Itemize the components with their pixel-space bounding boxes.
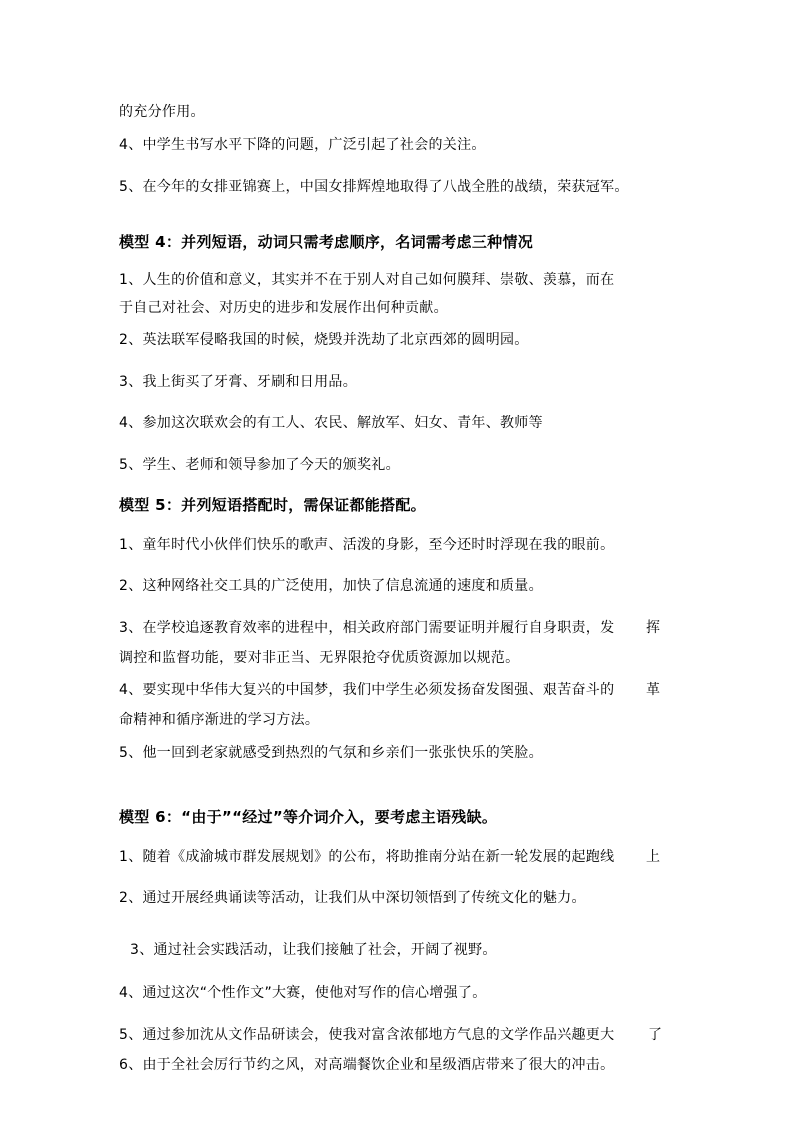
section-heading-model-5: 模型 5：并列短语搭配时，需保证都能搭配。 xyxy=(119,496,426,514)
section-heading-model-6: 模型 6：“由于”“经过”等介词介入，要考虑主语残缺。 xyxy=(119,808,498,826)
sentence-4-continued: 命精神和循序渐进的学习方法。 xyxy=(119,712,320,728)
sentence-1: 1、童年时代小伙伴们快乐的歌声、活泼的身影，至今还时时浮现在我的眼前。 xyxy=(119,537,615,553)
sentence-4: 4、通过这次“个性作文”大赛，使他对写作的信心增强了。 xyxy=(119,985,487,1001)
sentence-2: 2、这种网络社交工具的广泛使用，加快了信息流通的速度和质量。 xyxy=(119,578,543,594)
sentence-3-trailing-char: 挥 xyxy=(646,620,660,636)
sentence-5: 5、通过参加沈从文作品研读会，使我对富含浓郁地方气息的文学作品兴趣更大 xyxy=(119,1027,615,1043)
sentence-1: 1、人生的价值和意义，其实并不在于别人对自己如何膜拜、崇敬、羡慕，而在 xyxy=(119,272,615,288)
sentence-5: 5、他一回到老家就感受到热烈的气氛和乡亲们一张张快乐的笑脸。 xyxy=(119,745,543,761)
sentence-4: 4、中学生书写水平下降的问题，广泛引起了社会的关注。 xyxy=(119,137,486,153)
sentence-1-continued: 于自己对社会、对历史的进步和发展作出何种贡献。 xyxy=(119,300,448,316)
sentence-5: 5、学生、老师和领导参加了今天的颁奖礼。 xyxy=(119,457,400,473)
sentence-2: 2、英法联军侵略我国的时候，烧毁并洗劫了北京西郊的圆明园。 xyxy=(119,332,529,348)
sentence-4: 4、参加这次联欢会的有工人、农民、解放军、妇女、青年、教师等 xyxy=(119,415,543,431)
sentence-3: 3、我上街买了牙膏、牙刷和日用品。 xyxy=(119,374,358,390)
sentence-4-trailing-char: 革 xyxy=(646,682,660,698)
sentence-4: 4、要实现中华伟大复兴的中国梦，我们中学生必须发扬奋发图强、艰苦奋斗的 xyxy=(119,682,615,698)
sentence-3-continued: 调控和监督功能，要对非正当、无界限抢夺优质资源加以规范。 xyxy=(119,650,520,666)
sentence-2: 2、通过开展经典诵读等活动，让我们从中深切领悟到了传统文化的魅力。 xyxy=(119,890,586,906)
sentence-5: 5、在今年的女排亚锦赛上，中国女排辉煌地取得了八战全胜的战绩，荣获冠军。 xyxy=(119,179,629,195)
sentence-6: 6、由于全社会厉行节约之风，对高端餐饮企业和星级酒店带来了很大的冲击。 xyxy=(119,1057,615,1073)
sentence-5-trailing-char: 了 xyxy=(648,1027,662,1043)
section-heading-model-4: 模型 4：并列短语，动词只需考虑顺序，名词需考虑三种情况 xyxy=(119,233,534,251)
sentence-1: 1、随着《成渝城市群发展规划》的公布，将助推南分站在新一轮发展的起跑线 xyxy=(119,849,615,865)
sentence-1-trailing-char: 上 xyxy=(646,849,660,865)
sentence-3: 3、在学校追逐教育效率的进程中，相关政府部门需要证明并履行自身职责，发 xyxy=(119,620,615,636)
sentence-3: 3、通过社会实践活动，让我们接触了社会，开阔了视野。 xyxy=(130,942,497,958)
paragraph-line: 的充分作用。 xyxy=(119,104,205,120)
